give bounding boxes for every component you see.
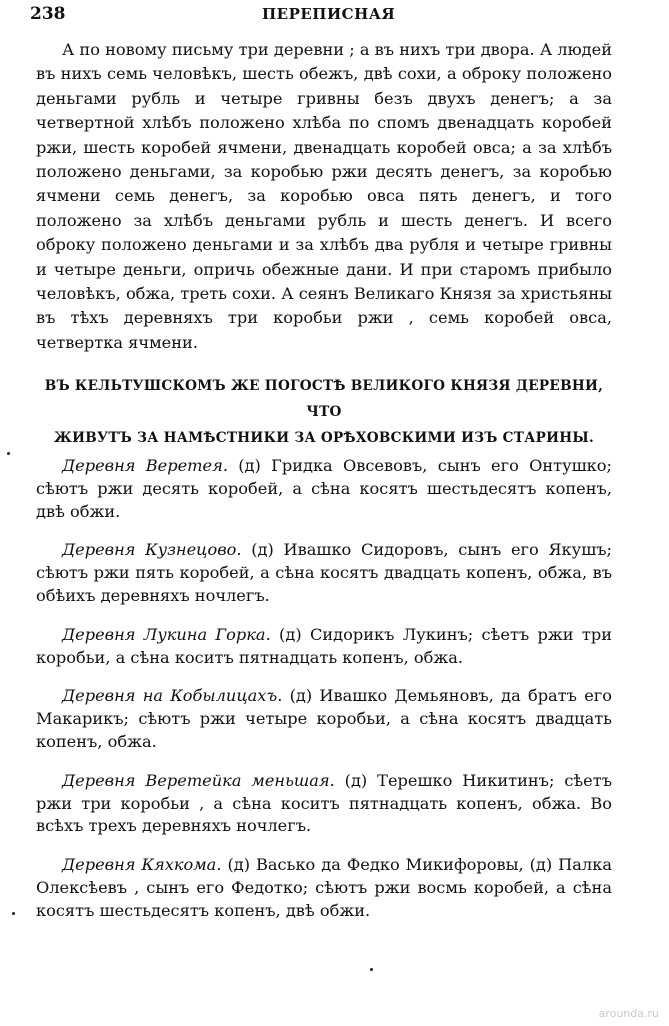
section-heading [30,373,618,451]
village-entry [36,685,612,753]
page-number: 238 [30,4,66,24]
village-name: Деревня Веретейка меньшая. [62,770,335,790]
village-name: Деревня Веретея. [62,456,228,475]
running-title: ПЕРЕПИСНАЯ [262,5,396,23]
village-entry [36,455,612,523]
body-text [36,38,612,355]
running-header [30,4,639,26]
village-name: Деревня Кяхкома. [62,855,222,875]
village-name: Деревня на Кобылицахъ. [62,686,283,706]
section-heading-line-1: ВЪ КЕЛЬТУШСКОМЪ ЖЕ ПОГОСТѢ ВЕЛИКОГО КНЯЗЯ ДЕРЕВНИ, ЧТО [44,378,604,420]
watermark: arounda.ru [598,1007,659,1020]
print-speck [370,968,373,971]
village-details: (д) Ивашко Демьяновъ, да братъ его Макарикъ; сѣютъ ржи четыре коробьи, а сѣна косятъ двадцать копенъ, обжа. [36,686,612,751]
village-entry [36,854,612,922]
village-details: (д) Сидорикъ Лукинъ; сѣетъ ржи три коробьи, а сѣна коситъ пятнадцать копенъ, обжа. [36,624,613,667]
village-entry [36,770,612,838]
village-details: (д) Васько да Федко Микифоровы, (д) Палка Олексѣевъ , сынъ его Федотко; сѣютъ ржи восмь коробей, а сѣна косятъ шестьдесятъ копенъ, двѣ обжи. [36,855,612,920]
village-entry [36,624,612,670]
village-details: (д) Ивашко Сидоровъ, сынъ его Якушъ; сѣютъ ржи пять коробей, а сѣна косятъ двадцать копенъ, обжа, въ обѣихъ деревняхъ ночлегъ. [36,540,612,605]
village-entries [36,455,612,939]
village-name: Деревня Лукина Горка. [62,624,271,644]
village-entry [36,539,612,607]
opening-paragraph: А по новому письму три деревни ; а въ нихъ три двора. А людей въ нихъ семь человѣкъ, шесть обежъ, двѣ сохи, а оброку положено деньгами рубль и четыре гривны безъ двухъ денегъ; а за четвертной хлѣбъ положено хлѣба по спомъ двенадцать коробей ржи, шесть коробей ячмени, двенадцать коробей овса; а за хлѣбъ положено деньгами, за коробью ржи десять денегъ, за коробью ячмени семь денегъ, за коробью овса пять денегъ, и того положено за хлѣбъ деньгами рубль и шесть денегъ. И всего оброку положено деньгами и за хлѣбъ два рубля и четыре гривны и четыре деньги, опричь обежные дани. И при старомъ прибыло человѣкъ, обжа, треть сохи. А сеянъ Великаго Князя за христьяны въ тѣхъ деревняхъ три коробьи ржи , семь коробей овса, четвертка ячмени. [36,40,612,352]
village-details: (д) Терешко Никитинъ; сѣетъ ржи три коробьи , а сѣна коситъ пятнадцать копенъ, обжа. Во всѣхъ трехъ деревняхъ ночлегъ. [36,770,612,836]
village-name: Деревня Кузнецово. [62,540,242,560]
section-heading-line-2: ЖИВУТЪ ЗА НАМѢСТНИКИ ЗА ОРѢХОВСКИМИ ИЗЪ СТАРИНЫ. [53,430,595,446]
print-speck [12,912,15,915]
village-details: (д) Гридка Овсевовъ, сынъ его Онтушко; сѣютъ ржи десять коробей, а сѣна косятъ шестьдесятъ копенъ, двѣ обжи. [36,456,612,521]
print-speck [7,452,10,455]
